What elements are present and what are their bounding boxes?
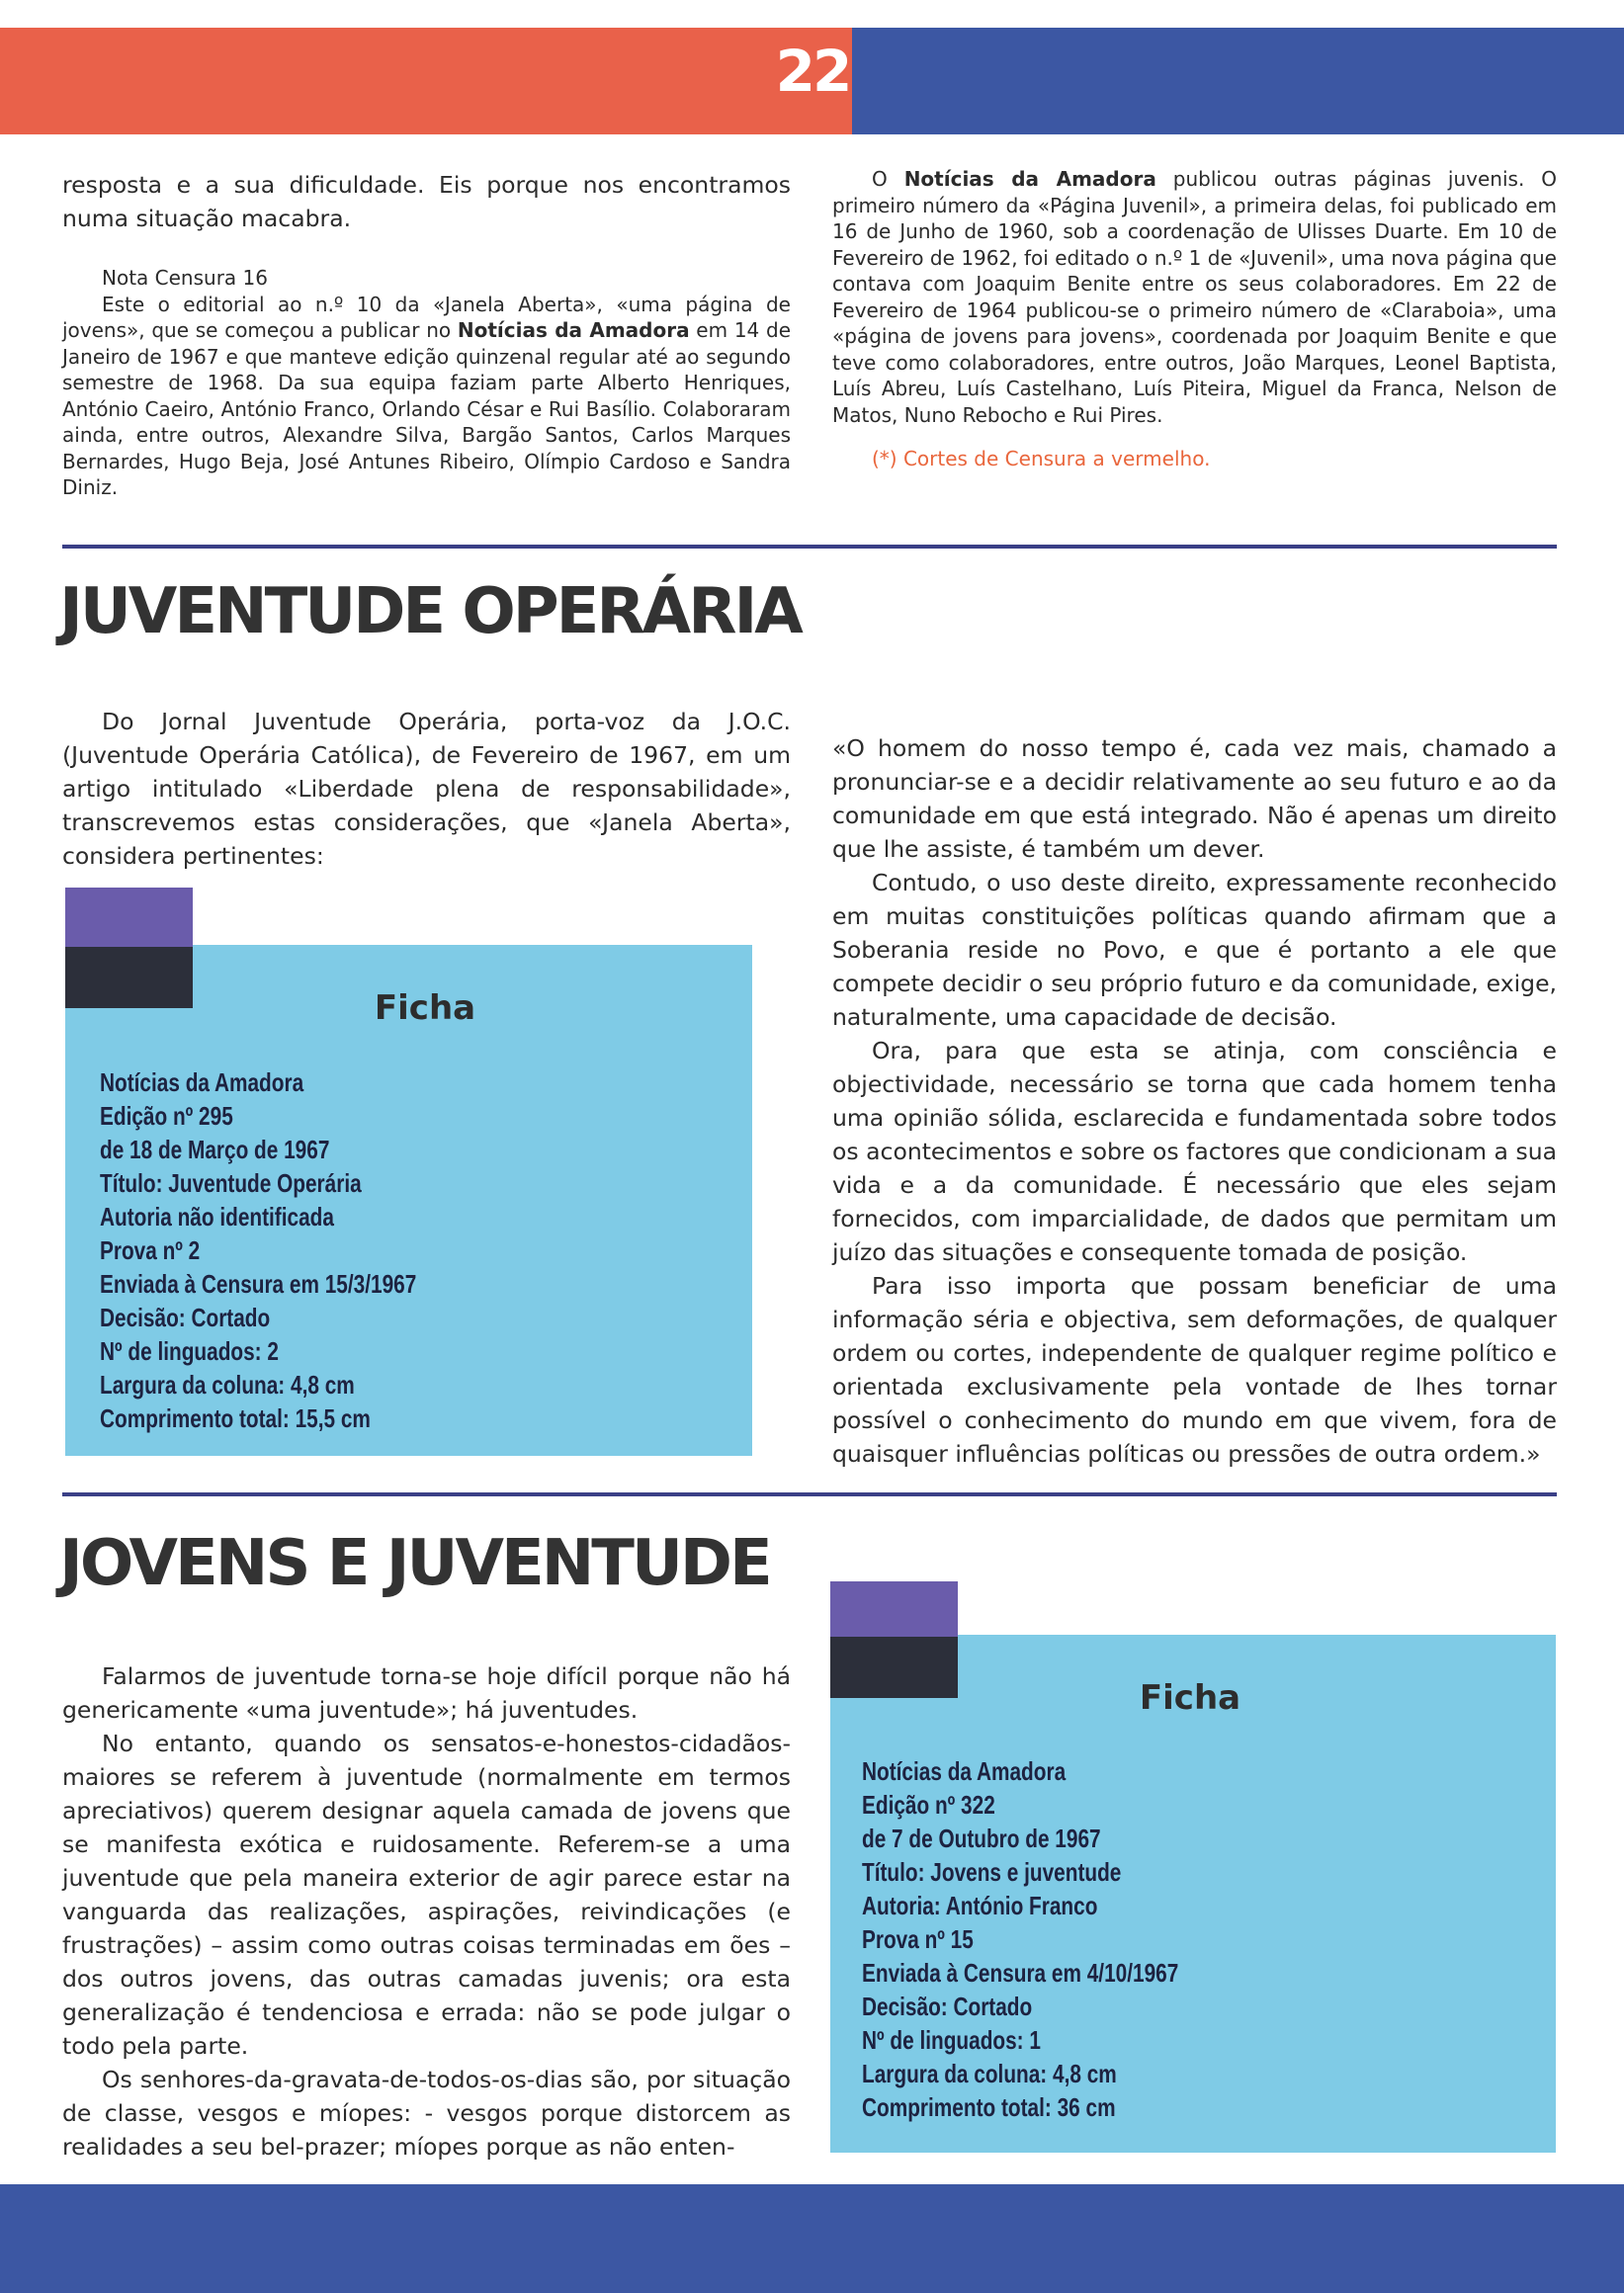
- ficha-line: Comprimento total: 36 cm: [862, 2092, 1116, 2122]
- ficha-line: Largura da coluna: 4,8 cm: [862, 2059, 1117, 2088]
- body-paragraph: Os senhores-da-gravata-de-todos-os-dias são, por situação de classe, vesgos e míopes: - vesgos porque distorcem as realidades a seu bel-prazer; míopes porque as não enten-: [62, 2066, 791, 2161]
- ficha-line: Edição nº 322: [862, 1790, 995, 1820]
- section1-quote: [832, 731, 1557, 1471]
- ficha-line: de 7 de Outubro de 1967: [862, 1824, 1101, 1853]
- note-text-post: em 14 de Janeiro de 1967 e que manteve edição quinzenal regular até ao segundo semestre de 1968. Da sua equipa faziam parte Alberto Henriques, António Caeiro, António Franco, Orlando César e Rui Basílio. Colaboraram ainda, entre outros, Alexandre Silva, Bargão Santos, Carlos Marques Bernardes, Hugo Beja, José Antunes Ribeiro, Olímpio Cardoso e Sandra Diniz.: [62, 318, 791, 499]
- ficha-line: Decisão: Cortado: [100, 1303, 271, 1332]
- quote-paragraph: «O homem do nosso tempo é, cada vez mais, chamado a pronunciar-se e a decidir relativamente ao seu futuro e ao da comunidade em que está integrado. Não é apenas um direito que lhe assiste, é também um dever.: [832, 734, 1557, 863]
- censure-note-block: [62, 265, 791, 501]
- ficha-line: Enviada à Censura em 15/3/1967: [100, 1269, 417, 1299]
- ficha-line: Prova nº 15: [862, 1924, 974, 1954]
- note-text-pre: Este o editorial ao n.º 10 da «Janela Aberta», «uma página de jovens», que se começou a publicar no: [62, 292, 791, 342]
- page-number: 22: [775, 38, 850, 105]
- section-title-juventude-operaria: JUVENTUDE OPERÁRIA: [59, 575, 801, 648]
- ficha-line: Título: Jovens e juventude: [862, 1857, 1122, 1887]
- section1-intro: Do Jornal Juventude Operária, porta-voz da J.O.C. (Juventude Operária Católica), de Fevereiro de 1967, em um artigo intitulado «Liberdade plena de responsabilidade», transcrevemos estas considerações, que «Janela Aberta», considera pertinentes:: [62, 708, 791, 870]
- top-right-text-post: publicou outras páginas juvenis. O primeiro número da «Página Juvenil», a primeira delas, foi publicado em 16 de Junho de 1960, sob a coordenação de Ulisses Duarte. Em 10 de Fevereiro de 1962, foi editado o n.º 1 de «Juvenil», uma nova página que contava com Joaquim Benite entre os seus colaboradores. Em 22 de Fevereiro de 1964 publicou-se o primeiro número de «Claraboia», uma «página de jovens para jovens», coordenada por Joaquim Benite e que teve como colaboradores, entre outros, João Marques, Leonel Baptista, Luís Abreu, Luís Castelhano, Luís Piteira, Miguel da Franca, Nelson de Matos, Nuno Rebocho e Rui Pires.: [832, 167, 1557, 427]
- section-divider-2: [62, 1492, 1557, 1496]
- section2-body: [62, 1659, 791, 2164]
- note-body: [62, 292, 791, 501]
- ficha-line: Edição nº 295: [100, 1101, 233, 1131]
- note-text-bold: Notícias da Amadora: [457, 318, 690, 342]
- section-title-jovens-e-juventude: JOVENS E JUVENTUDE: [59, 1527, 770, 1600]
- quote-paragraph: Contudo, o uso deste direito, expressamente reconhecido em muitas constituições políticas quando afirmam que a Soberania reside no Povo, e que é portanto a ele que compete decidir o seu próprio futuro e da comunidade, exige, naturalmente, uma capacidade de decisão.: [832, 869, 1557, 1031]
- ficha-tab-shadow: [830, 1637, 958, 1698]
- ficha-line: Autoria: António Franco: [862, 1891, 1098, 1920]
- header-bar-red: [0, 28, 852, 134]
- ficha-title: Ficha: [1139, 1678, 1241, 1718]
- note-title: Nota Censura 16: [102, 266, 268, 290]
- ficha-line: Notícias da Amadora: [862, 1756, 1067, 1786]
- ficha-line: Notícias da Amadora: [100, 1067, 304, 1097]
- ficha-line: Autoria não identificada: [100, 1202, 334, 1231]
- ficha-line: Comprimento total: 15,5 cm: [100, 1403, 371, 1433]
- quote-paragraph: Para isso importa que possam beneficiar de uma informação séria e objectiva, sem deformações, de qualquer ordem ou cortes, independente de qualquer regime político e orientada exclusivamente pela vontade de lhes tornar possível o conhecimento do mundo em que vivem, fora de quaisquer influências políticas ou pressões de outra ordem.»: [832, 1272, 1557, 1468]
- top-right-paragraph: [832, 166, 1557, 428]
- header-bar-blue: [852, 28, 1624, 134]
- ficha-line: Prova nº 2: [100, 1235, 201, 1265]
- ficha-title: Ficha: [374, 988, 476, 1028]
- ficha-line: de 18 de Março de 1967: [100, 1135, 330, 1164]
- ficha-tab: [65, 888, 193, 947]
- ficha-line: Nº de linguados: 1: [862, 2025, 1041, 2055]
- footer-bar: [0, 2184, 1624, 2293]
- ficha-line: Enviada à Censura em 4/10/1967: [862, 1958, 1179, 1988]
- ficha-tab-shadow: [65, 947, 193, 1008]
- ficha-details: [862, 1754, 1475, 2124]
- body-paragraph: No entanto, quando os sensatos-e-honestos-cidadãos-maiores se referem à juventude (normalmente em termos apreciativos) querem designar aquela camada de jovens que se manifesta exótica e ruidosamente. Referem-se a uma juventude que pela maneira exterior de agir parece estar na vanguarda das realizações, aspirações, reivindicações (e frustrações) – assim como outras coisas terminadas em ões – dos outros jovens, das outras camadas juvenis; ora esta generalização é tendenciosa e errada: não se pode julgar o todo pela parte.: [62, 1730, 791, 2060]
- ficha-line: Nº de linguados: 2: [100, 1336, 279, 1366]
- top-right-text-pre: O: [872, 167, 904, 191]
- quote-paragraph: Ora, para que esta se atinja, com consciência e objectividade, necessário se torna que cada homem tenha uma opinião sólida, esclarecida e fundamentada sobre todos os acontecimentos e sobre os factores que condicionam a sua vida e a da comunidade. É necessário que eles sejam fornecidos, com imparcialidade, de dados que permitam um juízo das situações e consequente tomada de posição.: [832, 1037, 1557, 1266]
- ficha-line: Largura da coluna: 4,8 cm: [100, 1370, 355, 1400]
- censure-color-note: (*) Cortes de Censura a vermelho.: [872, 447, 1211, 470]
- body-paragraph: Falarmos de juventude torna-se hoje difícil porque não há genericamente «uma juventude»; há juventudes.: [62, 1662, 791, 1724]
- ficha-details: [100, 1065, 693, 1435]
- top-right-text-bold: Notícias da Amadora: [903, 167, 1156, 191]
- ficha-line: Decisão: Cortado: [862, 1992, 1033, 2021]
- ficha-tab: [830, 1581, 958, 1637]
- top-right-block: [832, 166, 1557, 472]
- section-divider-1: [62, 545, 1557, 549]
- top-left-paragraph: resposta e a sua dificuldade. Eis porque nos encontramos numa situação macabra.: [62, 171, 791, 232]
- ficha-line: Título: Juventude Operária: [100, 1168, 362, 1198]
